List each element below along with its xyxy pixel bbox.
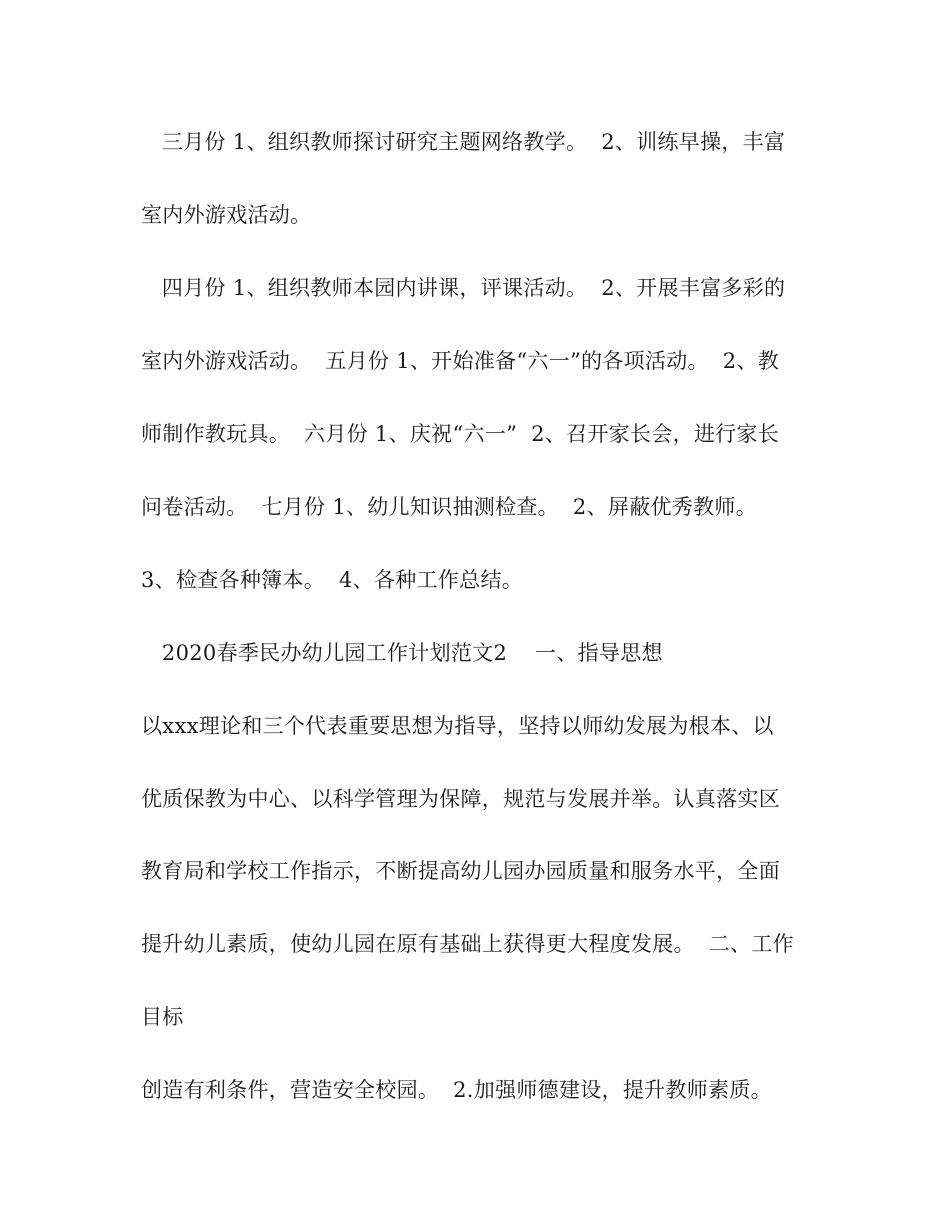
text-line: 师制作教玩具。 六月份 1、庆祝“六一” 2、召开家长会，进行家长 [141, 422, 780, 446]
text-line: 四月份 1、组织教师本园内讲课，评课活动。 2、开展丰富多彩的 [141, 276, 786, 300]
section-heading: 2020春季民办幼儿园工作计划范文2 一、指导思想 [141, 641, 663, 665]
text-line: 提升幼儿素质，使幼儿园在原有基础上获得更大程度发展。 二、工作 [141, 932, 794, 956]
text-line: 创造有利条件，营造安全校园。 2.加强师德建设，提升教师素质。 [141, 1078, 772, 1102]
text-line: 三月份 1、组织教师探讨研究主题网络教学。 2、训练早操，丰富 [141, 130, 786, 154]
text-line: 问卷活动。 七月份 1、幼儿知识抽测检查。 2、屏蔽优秀教师。 [141, 495, 757, 519]
text-line: 目标 [141, 1005, 184, 1029]
text-line: 室内外游戏活动。 [141, 203, 312, 227]
text-line: 3、检查各种簿本。 4、各种工作总结。 [141, 568, 524, 592]
text-line: 以xxx理论和三个代表重要思想为指导，坚持以师幼发展为根本、以 [141, 714, 774, 738]
text-line: 教育局和学校工作指示，不断提高幼儿园办园质量和服务水平，全面 [141, 859, 780, 883]
text-line: 室内外游戏活动。 五月份 1、开始准备“六一”的各项活动。 2、教 [141, 349, 780, 373]
text-line: 优质保教为中心、以科学管理为保障，规范与发展并举。认真落实区 [141, 787, 780, 811]
